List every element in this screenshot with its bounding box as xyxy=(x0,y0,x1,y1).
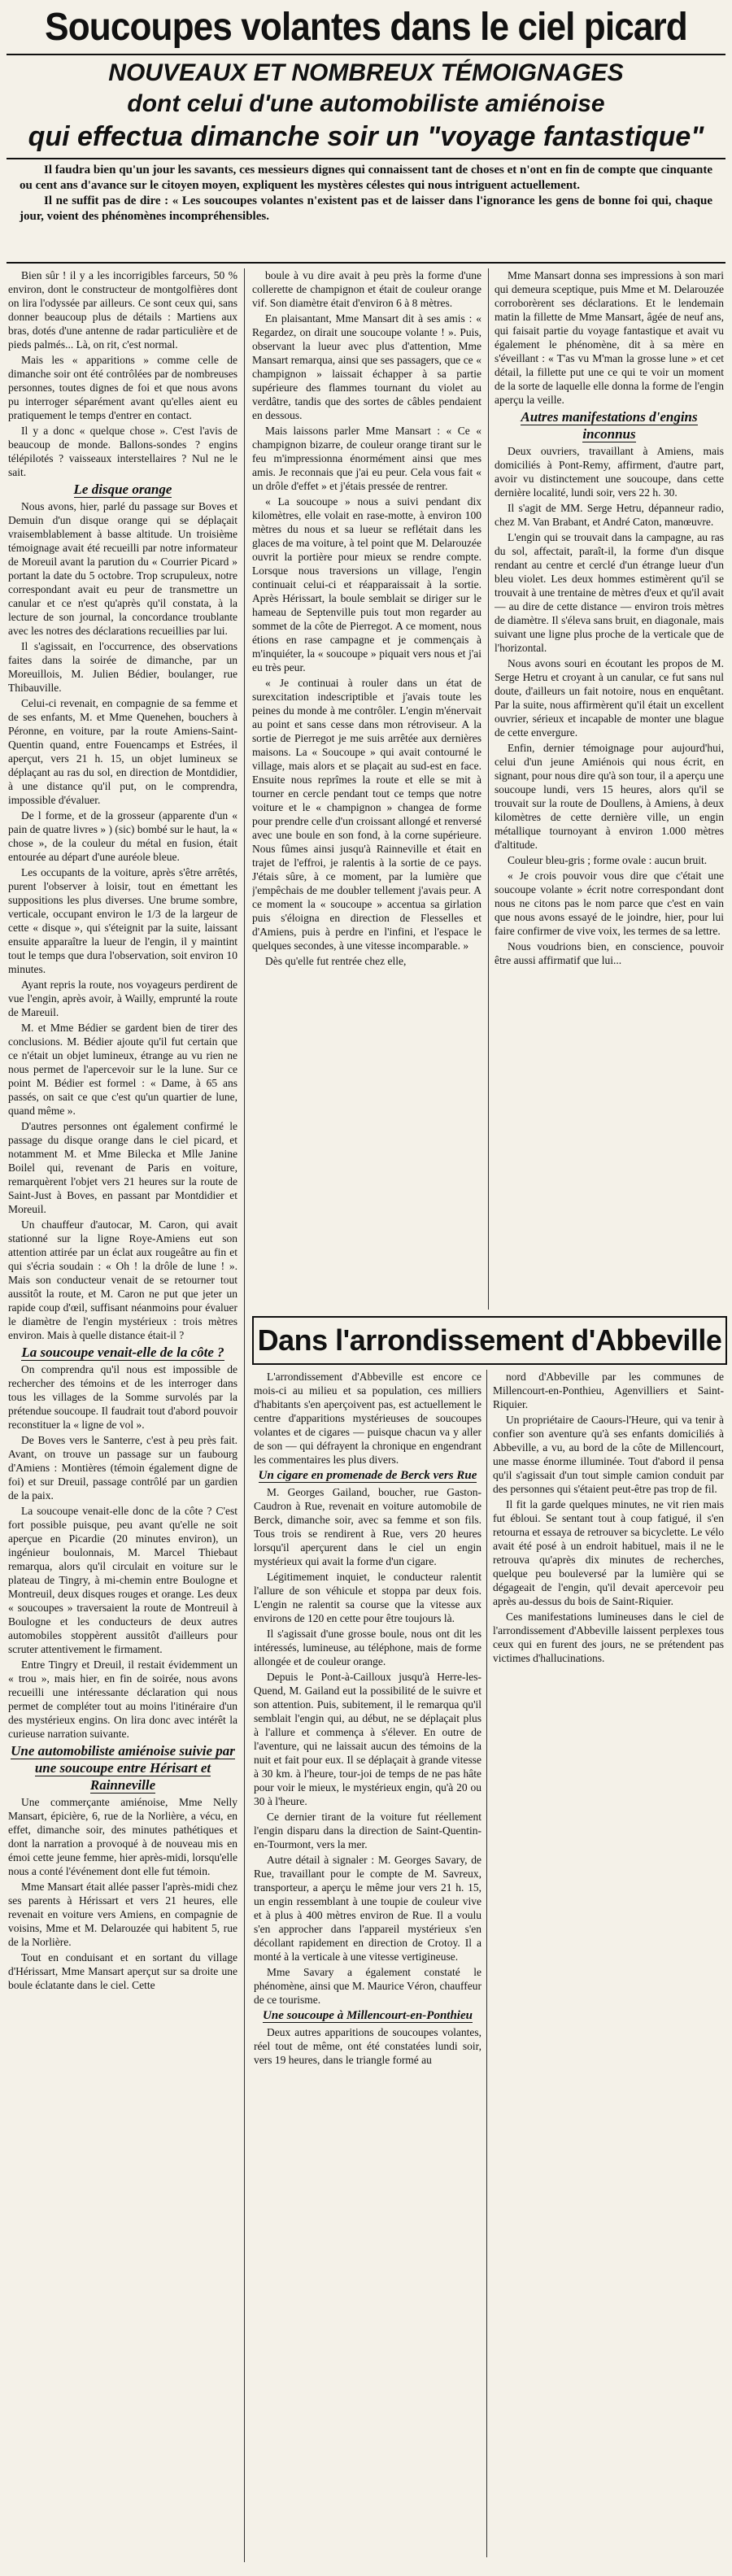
paragraph: La soucoupe venait-elle donc de la côte ? C'est fort possible puisque, peu avant qu'elle ne soit aperçue en Picardie (20 minutes environ), un ingénieur boulonnais, M. Marcel Thiebaut remarqua, alors qu'il circulait en voiture sur le plateau de Tingry, à mi-chemin entre Boulogne et Montreuil, deux disques rouges et orange. Les deux « soucoupes » traversaient la route de Montreuil à Boulogne et les conducteurs de deux autres automobiles stoppèrent aussitôt d'ailleurs pour scruter attentivement le firmament. xyxy=(8,1505,237,1655)
section-heading-text: La soucoupe venait-elle de la côte ? xyxy=(21,1345,224,1360)
column-divider-1 xyxy=(244,268,245,2562)
paragraph: boule à vu dire avait à peu près la forme d'une collerette de champignon et était de couleur orange vif. Son diamètre était d'environ 6 à 8 mètres. xyxy=(252,269,481,309)
article-column-3 xyxy=(495,268,724,1310)
paragraph: Il fit la garde quelques minutes, ne vit rien mais fut ébloui. Se sentant tout à coup fatigué, il s'en retourna et essaya de retrouver sa bicyclette. Le vélo avait été posé à un endroit habituel, mais il ne le retrouva qu'après dix minutes de recherches, quelque peu bouleversé par la lumière qui se dégageait de l'engin, qu'il devait apercevoir peu après au-dessus du bois de Saint-Riquier. xyxy=(493,1498,724,1607)
paragraph: En plaisantant, Mme Mansart dit à ses amis : « Regardez, on dirait une soucoupe volante ! ». Puis, observant la lueur avec plus d'attention, Mme Mansart remarqua, ainsi que ses passagers, que ce « champignon » laissait échapper à sa partie supérieure des flammes tournant du violet au verdâtre, tandis que des sortes de câbles pendaient en dessous. xyxy=(252,312,481,421)
abbeville-column-2 xyxy=(493,1370,724,2557)
paragraph: Autre détail à signaler : M. Georges Savary, de Rue, travaillant pour le compte de M. Savreux, transporteur, a aperçu le même jour vers 21 h. 15, un engin ressemblant à une toupie de couleur vive et à plus à 400 mètres environ de Rue. Il a voulu s'en approcher dans l'appareil mystérieux s'en décollant rapidement en direction de Crotoy. Il a monté à la verticale à une vitesse vertigineuse. xyxy=(254,1854,481,1963)
paragraph: Entre Tingry et Dreuil, il restait évidemment un « trou », mais hier, en fin de soirée, nous avons recueilli une intéressante déclaration qui nous permet de compléter tout au moins l'itinéraire d'un des mystérieux engins. On lira donc avec intérêt la curieuse narration suivante. xyxy=(8,1658,237,1740)
section-heading-text: Un cigare en promenade de Berck vers Rue xyxy=(258,1469,477,1482)
paragraph: Un chauffeur d'autocar, M. Caron, qui avait stationné sur la ligne Roye-Amiens eut son attention attirée par un éclat aux rougeâtre au fin et qui s'écria soudain : « Oh ! la drôle de lune ! ». Mais son conducteur venait de se retourner tout aussitôt la route, et M. Caron ne put que jeter un rapide coup d'œil, suffisant néanmoins pour évaluer le diamètre de l'engin mystérieux : trois mètres environ. Mais à quelle distance était-il ? xyxy=(8,1218,237,1341)
paragraph: D'autres personnes ont également confirmé le passage du disque orange dans le ciel picard, et notamment M. et Mme Bilecka et Mlle Janine Boilel qui, revenant de Paris en voiture, remarquèrent l'objet vers 21 heures sur la route de Saint-Just à Boves, en passant par Montdidier et Moreuil. xyxy=(8,1120,237,1215)
paragraph: M. Georges Gailand, boucher, rue Gaston-Caudron à Rue, revenait en voiture automobile de Berck, dimanche soir, avec sa femme et son fils. Tous trois se rendirent à Rue, vers 20 heures lorsqu'il aperçurent dans le ciel un engin mystérieux qui avait la forme d'un cigare. xyxy=(254,1486,481,1567)
paragraph: « La soucoupe » nous a suivi pendant dix kilomètres, elle volait en rase-motte, à environ 100 mètres du nous et sa lueur se reflétait dans les glaces de ma voiture, à tel point que M. Delarouzée ouvrit la portière pour mieux se rendre compte. Lorsque nous traversions un village, l'engin continuait celui-ci et réapparaissait à la sortie. Après Hérissart, la boule semblait se diriger sur le hameau de Septenville puis tout mon regarder au sommet de la côte de Pierregot. A ce moment, nous étions en rase campagne et je commençais à m'inquiéter, la « soucoupe » piquait vers nous et j'ai eu très peur. xyxy=(252,495,481,673)
intro-paragraph xyxy=(20,163,712,224)
paragraph: Nous avons souri en écoutant les propos de M. Serge Hetru et croyant à un canular, ce fut sans nul doute, d'ailleurs un fait notoire, nous en enquêtant. Par la suite, nous affirmèrent qu'il était un excellent ouvrier, sérieux et incapable de monter une blague de cette envergure. xyxy=(495,657,724,739)
paragraph: Une commerçante amiénoise, Mme Nelly Mansart, épicière, 6, rue de la Norlière, a vécu, en effet, dimanche soir, des minutes pathétiques et dont la narration a provoqué à de nouveau mis en émoi cette jeune femme, hier après-midi, lorsqu'elle nous a conté l'événement dont elle fut témoin. xyxy=(8,1796,237,1877)
paragraph: Mme Savary a également constaté le phénomène, ainsi que M. Maurice Véron, chauffeur de ce tourisme. xyxy=(254,1966,481,2006)
paragraph: Mme Mansart donna ses impressions à son mari qui demeura sceptique, puis Mme et M. Delarouzée corroborèrent ses déclarations. Et le lendemain matin la fillette de Mme Mansart, âgée de neuf ans, qui faisait partie du voyage fantastique et avait vu également le phénomène, dit à sa mère en s'éveillant : « T'as vu M'man la grosse lune » et cet détail, la fillette put une ce qui te voir un moment de la sorte de laquelle elle donna la forme de l'engin aperçu la veille. xyxy=(495,269,724,406)
section-heading-text: Une automobiliste amiénoise suivie par une soucoupe entre Hérisart et Rainneville xyxy=(11,1743,235,1793)
abbeville-headline: Dans l'arrondissement d'Abbeville xyxy=(252,1316,727,1365)
article-column-2 xyxy=(252,268,481,1310)
paragraph: On comprendra qu'il nous est impossible de rechercher des témoins et de les interroger dans tous les villages de la Somme survolés par la prétendue soucoupe. Il faudrait tout d'abord pouvoir reconstituer la « ligne de vol ». xyxy=(8,1363,237,1431)
column-divider-2 xyxy=(488,268,489,1310)
paragraph: Un propriétaire de Caours-l'Heure, qui va tenir à confier son aventure qu'à ses enfants domiciliés à Abbeville, a vu, au bord de la côte de Millencourt, une masse énorme illuminée. Tout d'abord il pensa qu'il s'agissait d'un tout simple camion conduit par des personnes qui s'étaient peut-être pas trop de fil. xyxy=(493,1414,724,1495)
headline: Soucoupes volantes dans le ciel picard xyxy=(45,6,687,49)
paragraph: Il s'agit de MM. Serge Hetru, dépanneur radio, chez M. Van Brabant, et André Caton, manœuvre. xyxy=(495,502,724,528)
paragraph: Mais laissons parler Mme Mansart : « Ce « champignon bizarre, de couleur orange tirant sur le feu m'impressionna énormément ainsi que mes amis. Je reconnais que j'ai eu peur. Cela vous fait « un drôle d'effet » et j'étais pressée de rentrer. xyxy=(252,425,481,492)
paragraph: nord d'Abbeville par les communes de Millencourt-en-Ponthieu, Agenvilliers et Saint-Riquier. xyxy=(493,1371,724,1410)
paragraph: Ce dernier tirant de la voiture fut réellement l'engin disparu dans la direction de Saint-Quentin-en-Tourmont, vers la mer. xyxy=(254,1811,481,1850)
paragraph: Mme Mansart était allée passer l'après-midi chez ses parents à Hérissart et vers 21 heures, elle revenait en voiture vers Amiens, en compagnie de voisins, Mme et M. Delarouzée qui habitent 5, rue de la Norlière. xyxy=(8,1881,237,1948)
paragraph: Nous voudrions bien, en conscience, pouvoir être aussi affirmatif que lui... xyxy=(495,940,724,966)
paragraph: Depuis le Pont-à-Cailloux jusqu'à Herre-les-Quend, M. Gailand eut la possibilité de le suivre et son attention. Puis, subitement, il le remarqua qu'il semblait l'engin qui, au début, ne se déplaçait plus à l'allure et commença à s'élever. En outre de l'aventure, qui ne laissait aucun des témoins de la nuit et fait pour eux. Il se déplaçait à grande vitesse à 30 km. à l'heure, tour-joi de temps de ne pas hâte pour voir le mieux, le mystérieux engin, qu'à 20 ou 30 à l'heure. xyxy=(254,1671,481,1807)
column-divider-3 xyxy=(486,1370,487,2557)
article-column-1 xyxy=(8,268,237,2562)
paragraph: Enfin, dernier témoignage pour aujourd'hui, celui d'un jeune Amiénois qui nous écrit, en signant, pour nous dire qu'à son tour, il a aperçu une soucoupe lundi, vers 15 heures, alors qu'il se trouvait sur la route de Doullens, à Amiens, à deux kilomètres de cette dernière ville, un engin métallique tournoyant à environ 1.000 mètres d'altitude. xyxy=(495,742,724,851)
paragraph: Il s'agissait d'une grosse boule, nous ont dit les intéressés, lumineuse, au téléphone, mais de forme allongée et de couleur orange. xyxy=(254,1628,481,1667)
paragraph: Bien sûr ! il y a les incorrigibles farceurs, 50 % environ, dont le constructeur de montgolfières dont on lira l'odyssée par ailleurs. Ce sont ceux qui, sans donner beaucoup plus de détails : Martiens aux bras, dotés d'une antenne de radar particulière et de pieds palmés... Là, on rit, c'est normal. xyxy=(8,269,237,351)
intro-text-1: Il faudra bien qu'un jour les savants, ces messieurs dignes qui connaissent tant de choses et n'ont en fin de compte que cinquante ou cent ans d'avance sur le citoyen moyen, expliquent les mystères célestes qui nous intriguent actuellement. xyxy=(20,163,712,192)
paragraph: Deux ouvriers, travaillant à Amiens, mais domiciliés à Pont-Remy, affirment, d'autre part, avoir vu distinctement une soucoupe, dans cette dernière localité, lundi soir, vers 22 h. 30. xyxy=(495,445,724,499)
paragraph: Ces manifestations lumineuses dans le ciel de l'arrondissement d'Abbeville laissent perplexes tous ceux qui en furent des jours, ne se prétendent pas victimes d'hallucinations. xyxy=(493,1611,724,1664)
paragraph: De Boves vers le Santerre, c'est à peu près fait. Avant, on trouve un passage sur un faubourg d'Amiens : Montières (témoin également digne de foi) et sur Dreuil, passage contrôlé par un gardien de la paix. xyxy=(8,1434,237,1502)
section-heading-text: Autres manifestations d'engins inconnus xyxy=(521,409,698,442)
paragraph: Nous avons, hier, parlé du passage sur Boves et Demuin d'un disque orange qui se déplaçait vraisemblablement à basse altitude. Un troisième témoignage avait été recueilli par notre informateur de Moreuil avant la parution du « Courrier Picard » portant la date du 5 octobre. Trop scrupuleux, notre correspondant avait eu peur de transmettre un canular et ce n'est qu'après qu'il constata, à la lecture de son journal, la concordance troublante avec les notres des déclarations recueillies par lui. xyxy=(8,500,237,637)
paragraph: « Je crois pouvoir vous dire que c'était une soucoupe volante » écrit notre correspondant dont nous ne citons pas le nom parce que c'est en vain que nous avons essayé de le joindre, hier, pour lui faire confirmer de vive voix, les termes de sa lettre. xyxy=(495,870,724,937)
paragraph: L'arrondissement d'Abbeville est encore ce mois-ci au milieu et sa population, ces milliers d'habitants s'en aperçoivent pas, est actuellement le centre d'apparitions mystérieuses de soucoupes volantes et de cigares — puisque chacun va y aller de son — qui défrayent la chronique en engendrant les commentaires les plus divers. xyxy=(254,1371,481,1466)
paragraph: Légitimement inquiet, le conducteur ralentit l'allure de son véhicule et stoppa par deux fois. L'engin ne ralentit sa course que la vitesse aux environs de 120 en cette pour être toujours là. xyxy=(254,1571,481,1624)
paragraph: Tout en conduisant et en sortant du village d'Hérissart, Mme Mansart aperçut sur sa droite une boule éclatante dans le ciel. Cette xyxy=(8,1951,237,1991)
headline-rule xyxy=(7,54,725,55)
subheadline-1: NOUVEAUX ET NOMBREUX TÉMOIGNAGES xyxy=(108,59,624,86)
paragraph: Celui-ci revenait, en compagnie de sa femme et de ses enfants, M. et Mme Quenehen, bouchers à Péronne, en voiture, par la route Amiens-Saint-Quentin quand, entre Fouencamps et Estrées, il aperçut, vers 21 h. 15, un objet lumineux se déplaçant au ras du sol, en direction de Montdidier, à une distance qu'il put, on le comprendra, impossible d'évaluer. xyxy=(8,697,237,806)
intro-rule xyxy=(7,262,725,264)
section-heading xyxy=(254,2008,481,2024)
intro-text-2: Il ne suffit pas de dire : « Les soucoupes volantes n'existent pas et de laisser dans l'ignorance les gens de bonne foi qui, chaque jour, voient des phénomènes incompréhensibles. xyxy=(20,194,712,223)
paragraph: Il y a donc « quelque chose ». C'est l'avis de beaucoup de monde. Ballons-sondes ? engins télépilotés ? vaisseaux interstellaires ? Nul ne le sait. xyxy=(8,425,237,478)
section-heading xyxy=(495,408,724,442)
subheadline-rule xyxy=(7,158,725,159)
subheadline-2: dont celui d'une automobiliste amiénoise xyxy=(127,90,605,117)
paragraph: Il s'agissait, en l'occurrence, des observations faites dans la soirée de dimanche, par un Moreuillois, M. Julien Bédier, boulanger, rue Thibauville. xyxy=(8,640,237,694)
paragraph: Mais les « apparitions » comme celle de dimanche soir ont été contrôlées par de nombreuses personnes, toutes dignes de foi et que nous avons pu interroger séparément avant qu'elles aient eu pratiquement le temps d'entrer en contact. xyxy=(8,354,237,421)
paragraph: Ayant repris la route, nos voyageurs perdirent de vue l'engin, après avoir, à Wailly, emprunté la route de Mareuil. xyxy=(8,979,237,1018)
paragraph: L'engin qui se trouvait dans la campagne, au ras du sol, affectait, paraît-il, la forme d'un disque rendant au centre et cerclé d'un étrange lueur d'un bleu violet. Les deux hommes estimèrent qu'il se trouvait à une trentaine de mètres d'eux et qu'il avait — au dire de cette distance — environ trois mètres de diamètre. Il s'éleva sans bruit, en diagonale, mais suivant une ligne plus proche de la verticale que de l'horizontal. xyxy=(495,531,724,654)
section-heading xyxy=(8,1742,237,1794)
paragraph: Les occupants de la voiture, après s'être arrêtés, purent l'observer à loisir, tout en émettant les suppositions les plus diverses. Une brume sombre, verticale, occupant environ le 1/3 de la largeur de cette « disque », qui s'éteignit par la suite, laissant ensuite apparaître la lueur de l'engin, il y maintint tout le temps que dura l'observation, soit environ 10 minutes. xyxy=(8,866,237,975)
paragraph: Couleur bleu-gris ; forme ovale : aucun bruit. xyxy=(508,854,708,866)
section-heading xyxy=(8,1344,237,1361)
paragraph: M. et Mme Bédier se gardent bien de tirer des conclusions. M. Bédier ajoute qu'il fut certain que ce n'était un objet lumineux, étrange au vu rien ne nous permet de l'apercevoir sur le la lune. Sur ce point M. Bédier est formel : « Dame, à 65 ans passés, on sait ce que c'est qu'un quartier de lune, quand même ». xyxy=(8,1022,237,1117)
section-heading xyxy=(8,481,237,498)
paragraph: « Je continuai à rouler dans un état de surexcitation indescriptible et j'avais toute les peines du monde à me contrôler. L'engin m'énervait au point et sans cesse dans mon rétroviseur. A la sortie de Pierregot je me suis arrêtée aux dernières maisons. La « Soucoupe » qui avait contourné le village, mais alors et se plaçait au sud-est en face. Ensuite nous reprîmes la route et elle se mit à tourner en cercle pendant tout ce temps que notre voiture et le « champignon » changea de forme pour prendre celle d'un croissant allongé et renversé avec une boule en son fond, à la corne supérieure. Nous fûmes ainsi jusqu'à Rainneville et était en trajet de l'effroi, je ralentis à la sortie de ce pays. J'étais sûre, à ce moment, par la lumière que j'empêchais de me doubler tellement j'avais peur. A ce moment la « soucoupe » accentua sa girlation puis s'éloigna en direction de Flesselles et d'Amiens, puis à perdre en l'infini, et l'espace le quelques secondes, à une vitesse incomparable. » xyxy=(252,677,481,952)
paragraph: De l forme, et de la grosseur (apparente d'un « pain de quatre livres » ) (sic) bombé sur le haut, la « chose », de la couleur du métal en fusion, était entourée au départ d'une auréole bleue. xyxy=(8,809,237,863)
subheadline-3: qui effectua dimanche soir un "voyage fantastique" xyxy=(28,121,704,152)
paragraph: Dès qu'elle fut rentrée chez elle, xyxy=(265,955,407,967)
section-heading xyxy=(254,1468,481,1484)
abbeville-column-1 xyxy=(254,1370,481,2557)
paragraph: Deux autres apparitions de soucoupes volantes, réel tout de même, ont été constatées lundi soir, vers 19 heures, dans le triangle formé au xyxy=(254,2026,481,2066)
section-heading-text: Le disque orange xyxy=(73,482,172,497)
section-heading-text: Une soucoupe à Millencourt-en-Ponthieu xyxy=(263,2009,473,2022)
